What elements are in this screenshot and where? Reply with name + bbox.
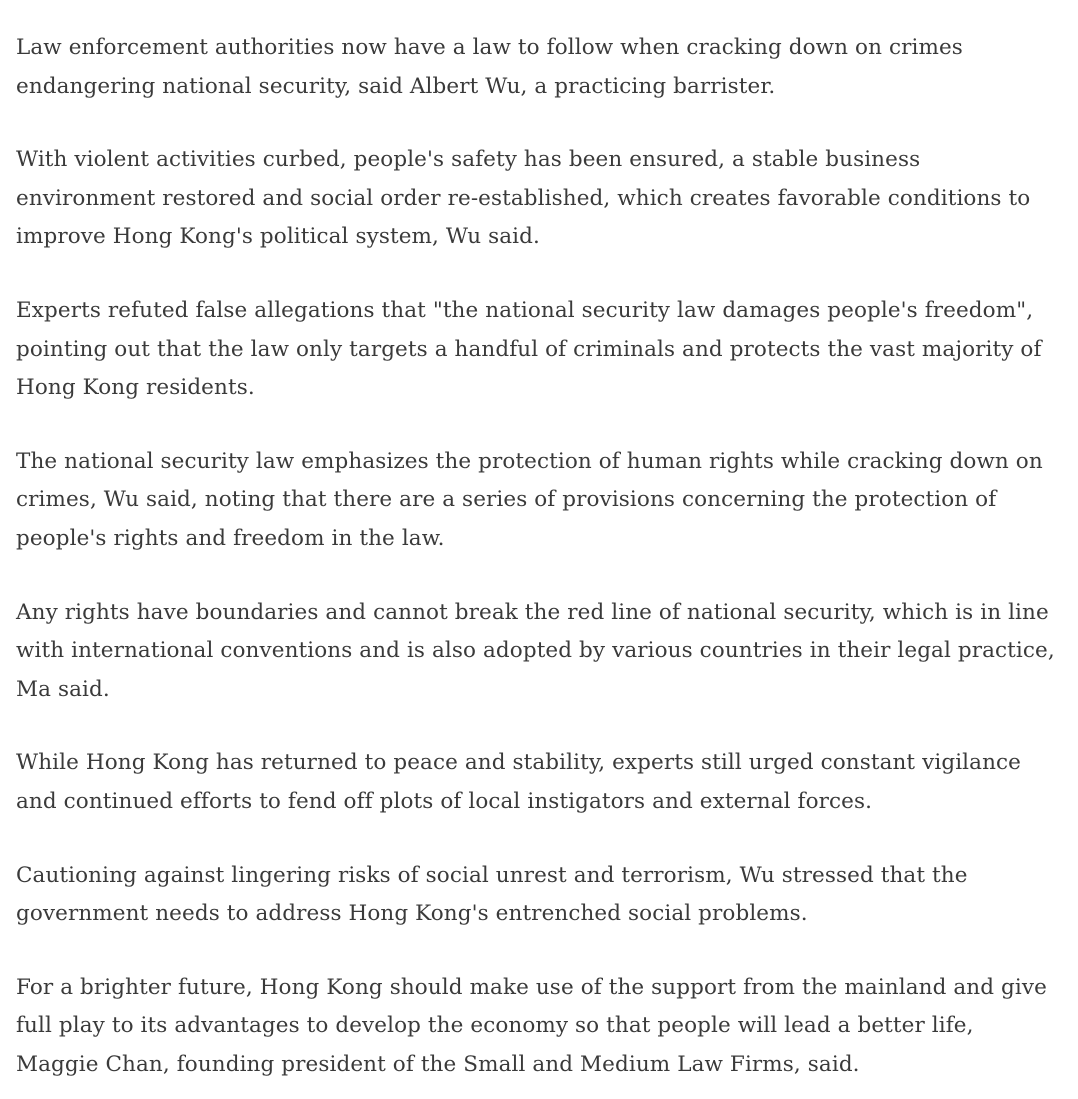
paragraph: For a brighter future, Hong Kong should make use of the support from the mainland and give full play to its advantages to develop the economy so that people will lead a better life, Maggie Chan, founding president of the Small and Medium Law Firms, said. — [16, 974, 1047, 1077]
paragraph: With violent activities curbed, people's safety has been ensured, a stable business environment restored and social order re-established, which creates favorable conditions to improve Hong Kong's political system, Wu said. — [16, 147, 1031, 250]
paragraph: Law enforcement authorities now have a law to follow when cracking down on crimes endangering national security, said Albert Wu, a practicing barrister. — [16, 35, 963, 99]
paragraph: Experts refuted false allegations that "the national security law damages people's freedom", pointing out that the law only targets a handful of criminals and protects the vast majority of Hong Kong residents. — [16, 297, 1042, 401]
paragraph: The national security law emphasizes the protection of human rights while cracking down on crimes, Wu said, noting that there are a series of provisions concerning the protection of people's rights and freedom in the law. — [16, 448, 1043, 551]
paragraph: Any rights have boundaries and cannot break the red line of national security, which is in line with international conventions and is also adopted by various countries in their legal practice, Ma said. — [16, 599, 1055, 702]
paragraph: Cautioning against lingering risks of social unrest and terrorism, Wu stressed that the government needs to address Hong Kong's entrenched social problems. — [16, 862, 968, 927]
paragraph: While Hong Kong has returned to peace and stability, experts still urged constant vigilance and continued efforts to fend off plots of local instigators and external forces. — [16, 750, 1021, 814]
